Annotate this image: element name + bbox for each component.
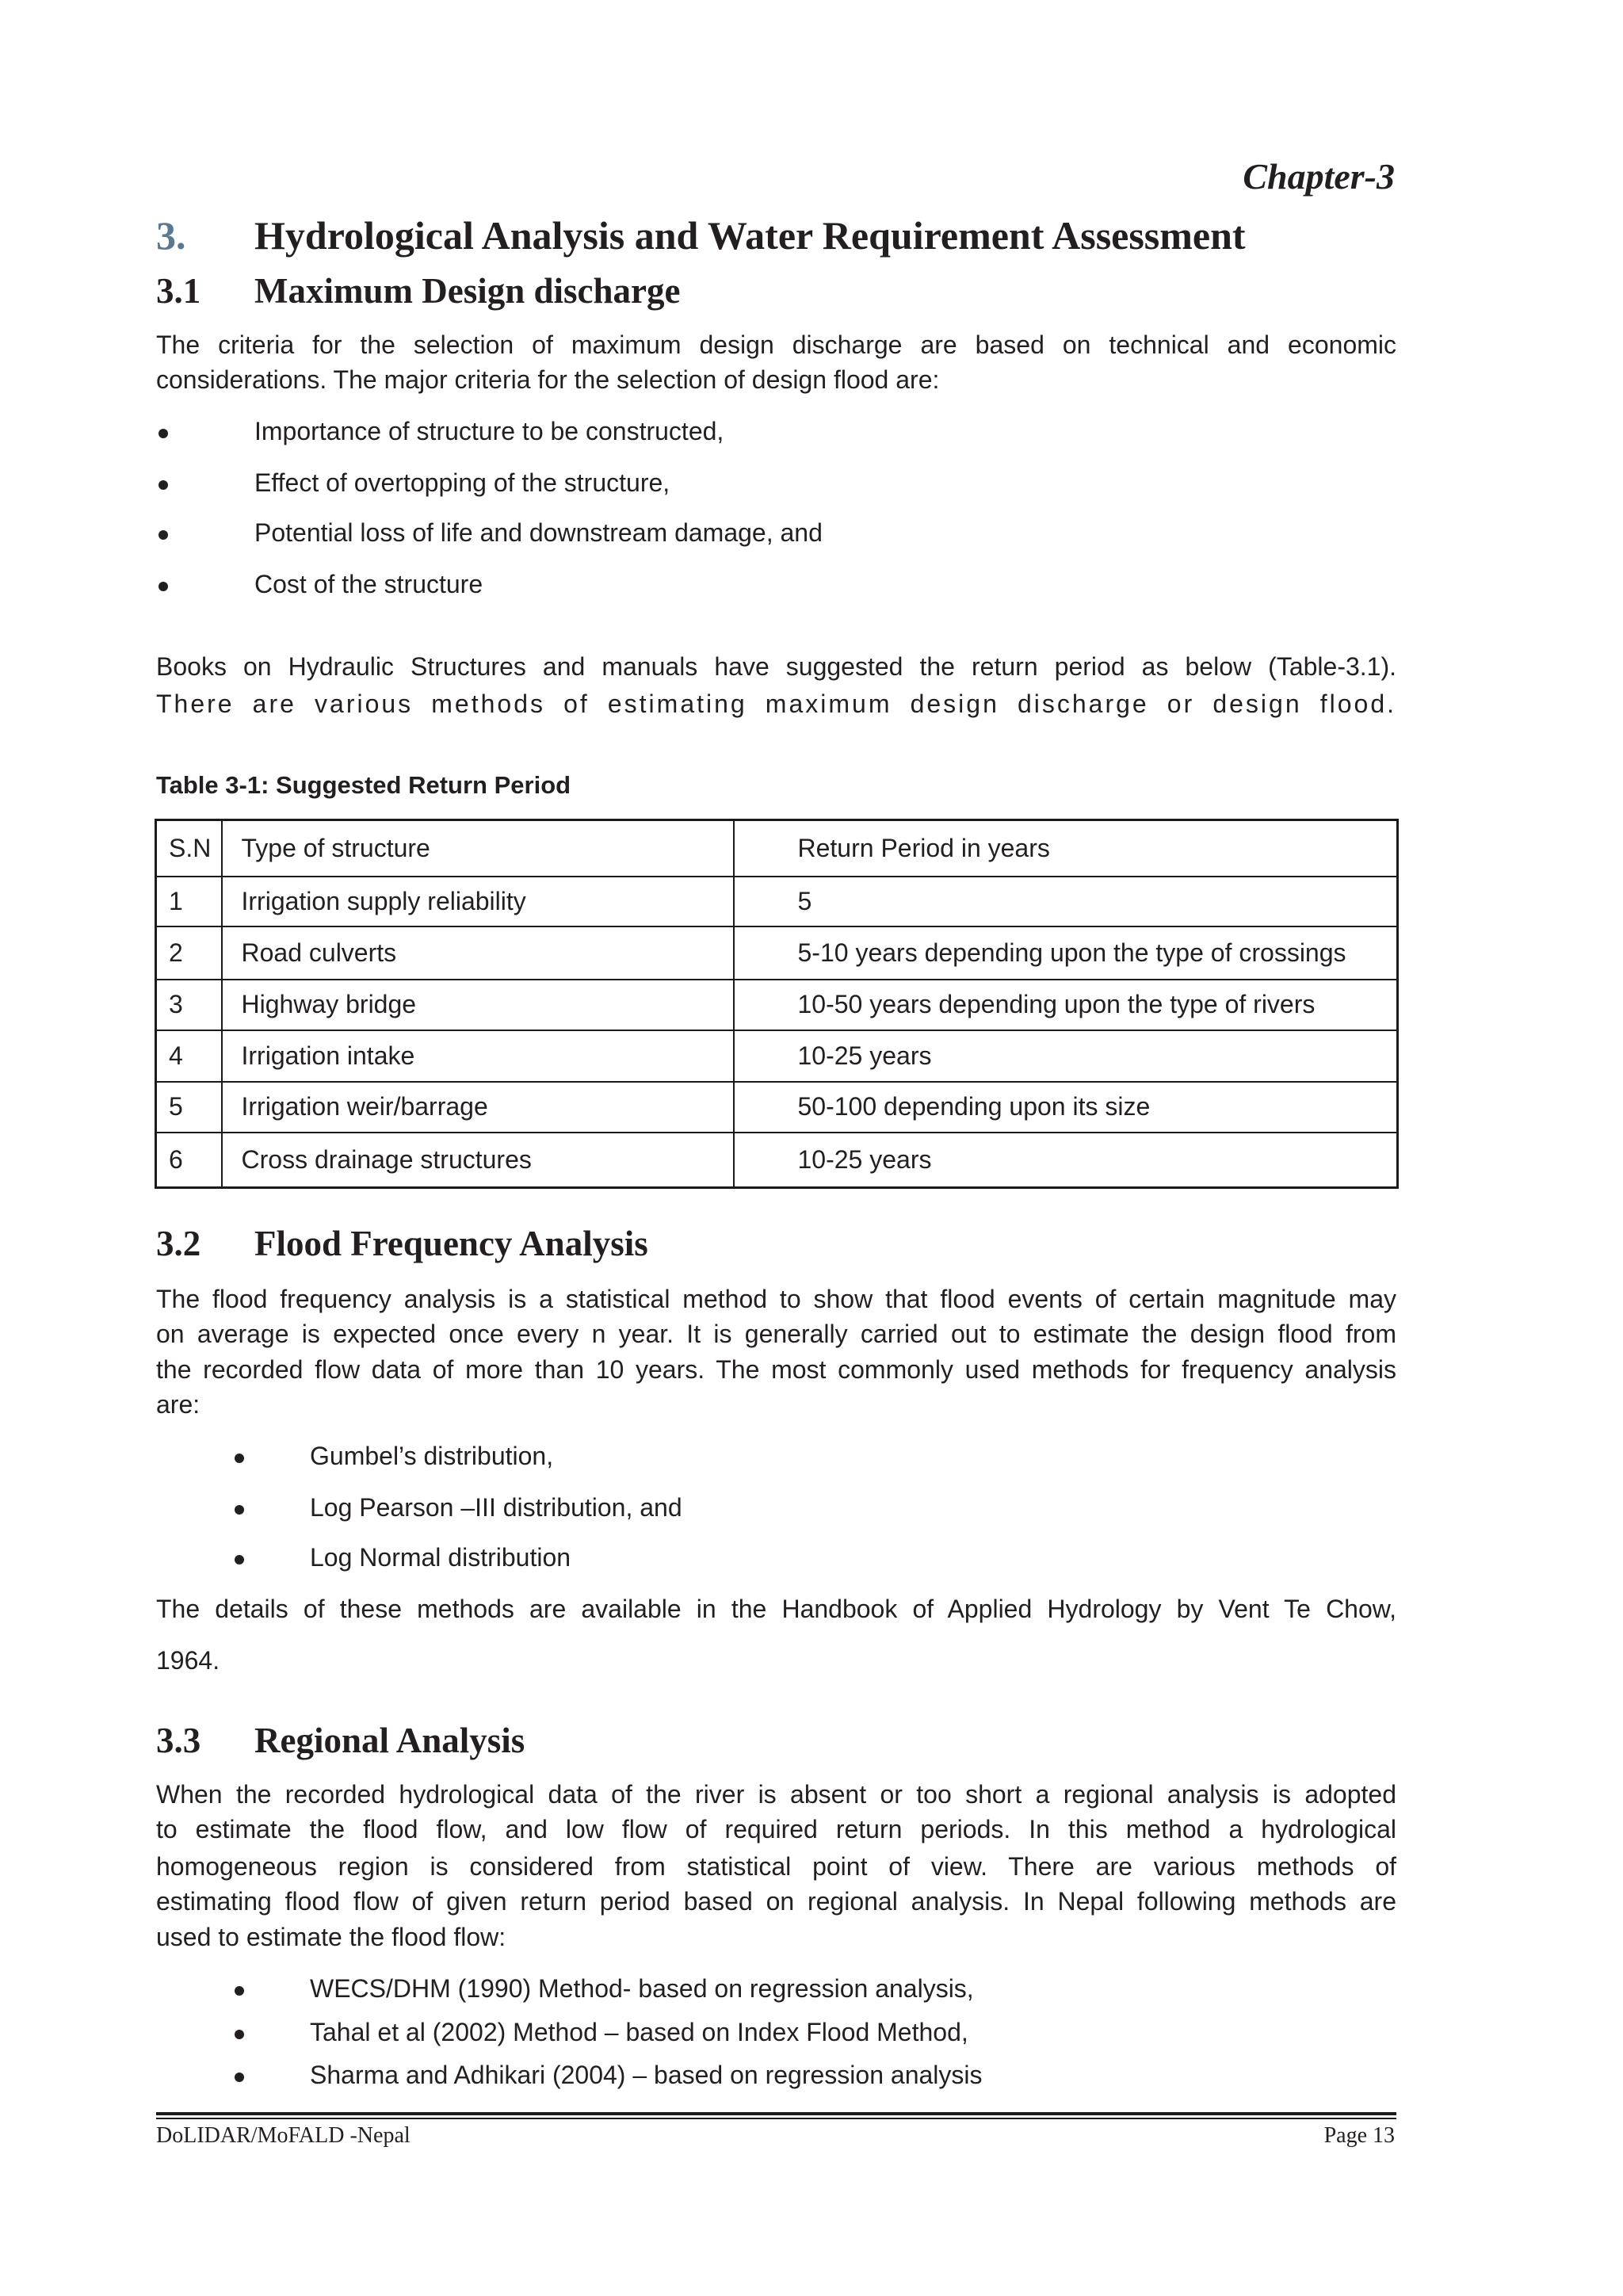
- table-cell: Irrigation intake: [222, 1030, 734, 1082]
- section-number: 3.1: [156, 271, 201, 311]
- bullet-icon: [235, 1454, 244, 1463]
- bullet-icon: [235, 1555, 244, 1564]
- bullet-item: [0, 515, 1506, 550]
- chapter-label: Chapter-3: [1243, 156, 1395, 197]
- footer-rule-thick: [156, 2112, 1396, 2115]
- paragraph-line: The details of these methods are available in the Handbook of Applied Hydrology by Vent Te Chow,: [156, 1595, 1396, 1623]
- paragraph-line: 1964.: [156, 1646, 220, 1675]
- bullet-icon: [235, 1986, 244, 1996]
- table-cell: 2: [156, 926, 222, 980]
- bullet-text: Cost of the structure: [254, 570, 483, 598]
- bullet-item: [0, 1540, 1506, 1575]
- footer-page-number: Page 13: [1323, 2123, 1395, 2148]
- table-cell: 5-10 years depending upon the type of crossings: [734, 926, 1398, 980]
- bullet-text: Tahal et al (2002) Method – based on Index Flood Method,: [310, 2018, 968, 2046]
- bullet-item: [0, 2015, 1506, 2050]
- paragraph-line: homogeneous region is considered from statistical point of view. There are various methods of: [156, 1852, 1396, 1881]
- section-heading-3-3: [156, 1718, 1396, 1763]
- footer-organization: DoLIDAR/MoFALD -Nepal: [156, 2123, 411, 2148]
- section-heading-3-1: [156, 269, 1396, 313]
- table-caption: Table 3-1: Suggested Return Period: [156, 771, 571, 799]
- table-cell: 3: [156, 980, 222, 1030]
- bullet-text: Potential loss of life and downstream damage, and: [254, 518, 823, 547]
- paragraph-line: on average is expected once every n year. It is generally carried out to estimate the design flood from: [156, 1320, 1396, 1348]
- table-cell: Cross drainage structures: [222, 1133, 734, 1188]
- bullet-icon: [158, 480, 168, 490]
- table-cell: Highway bridge: [222, 980, 734, 1030]
- section-heading-3-2: [156, 1221, 1396, 1266]
- paragraph-line: considerations. The major criteria for the selection of design flood are:: [156, 365, 940, 394]
- table-cell: Irrigation supply reliability: [222, 877, 734, 926]
- table-row: [156, 1133, 1398, 1188]
- header-cell-return-period: Return Period in years: [734, 820, 1398, 877]
- table-cell: 10-25 years: [734, 1133, 1398, 1188]
- bullet-text: Gumbel’s distribution,: [310, 1442, 554, 1470]
- bullet-item: [0, 2057, 1506, 2092]
- bullet-text: Importance of structure to be constructed,: [254, 417, 724, 445]
- table-cell: 4: [156, 1030, 222, 1082]
- table-cell: Road culverts: [222, 926, 734, 980]
- bullet-icon: [158, 530, 168, 540]
- section-title: Regional Analysis: [254, 1721, 525, 1760]
- table-cell: 6: [156, 1133, 222, 1188]
- paragraph-line: The criteria for the selection of maximum design discharge are based on technical and economic: [156, 330, 1396, 359]
- bullet-text: Effect of overtopping of the structure,: [254, 468, 670, 497]
- table-cell: 50-100 depending upon its size: [734, 1082, 1398, 1133]
- table-cell: 5: [156, 1082, 222, 1133]
- paragraph-line: used to estimate the flood flow:: [156, 1923, 506, 1951]
- section-number: 3.3: [156, 1721, 201, 1760]
- bullet-icon: [235, 2030, 244, 2039]
- table-header-row: [156, 820, 1398, 877]
- bullet-icon: [235, 2073, 244, 2082]
- chapter-heading: [156, 211, 1396, 260]
- paragraph-line: The flood frequency analysis is a statistical method to show that flood events of certain magnitude may: [156, 1285, 1396, 1313]
- table-row: [156, 1082, 1398, 1133]
- bullet-text: WECS/DHM (1990) Method- based on regression analysis,: [310, 1974, 974, 2003]
- bullet-icon: [158, 429, 168, 438]
- section-title: Maximum Design discharge: [254, 271, 681, 311]
- bullet-item: [0, 1971, 1506, 2006]
- chapter-heading-number: 3.: [156, 213, 186, 258]
- table-row: [156, 877, 1398, 926]
- table-row: [156, 980, 1398, 1030]
- section-number: 3.2: [156, 1224, 201, 1263]
- paragraph-line: estimating flood flow of given return period based on regional analysis. In Nepal following methods are: [156, 1887, 1396, 1916]
- paragraph-line: When the recorded hydrological data of the river is absent or too short a regional analysis is adopted: [156, 1780, 1396, 1809]
- bullet-icon: [158, 582, 168, 591]
- paragraph-line: are:: [156, 1390, 200, 1419]
- table-cell: 10-50 years depending upon the type of rivers: [734, 980, 1398, 1030]
- bullet-item: [0, 567, 1506, 602]
- bullet-text: Sharma and Adhikari (2004) – based on regression analysis: [310, 2061, 983, 2089]
- bullet-text: Log Normal distribution: [310, 1543, 571, 1572]
- paragraph-line: Books on Hydraulic Structures and manuals have suggested the return period as below (Table-3.1).: [156, 652, 1396, 681]
- footer-rule-thin: [156, 2118, 1396, 2119]
- section-title: Flood Frequency Analysis: [254, 1224, 648, 1263]
- bullet-item: [0, 414, 1506, 449]
- paragraph-line: the recorded flow data of more than 10 years. The most commonly used methods for frequency analysis: [156, 1355, 1396, 1384]
- table-cell: Irrigation weir/barrage: [222, 1082, 734, 1133]
- bullet-item: [0, 1438, 1506, 1473]
- bullet-item: [0, 1490, 1506, 1525]
- table-cell: 10-25 years: [734, 1030, 1398, 1082]
- return-period-table: [155, 819, 1399, 1189]
- table-cell: 5: [734, 877, 1398, 926]
- paragraph-line: There are various methods of estimating maximum design discharge or design flood.: [156, 690, 1396, 718]
- table-cell: 1: [156, 877, 222, 926]
- chapter-heading-title: Hydrological Analysis and Water Requirement Assessment: [254, 213, 1246, 258]
- header-cell-type: Type of structure: [222, 820, 734, 877]
- bullet-icon: [235, 1505, 244, 1515]
- bullet-text: Log Pearson –III distribution, and: [310, 1493, 682, 1522]
- bullet-item: [0, 465, 1506, 500]
- header-cell-sn: S.N: [156, 820, 222, 877]
- table-row: [156, 1030, 1398, 1082]
- table-row: [156, 926, 1398, 980]
- paragraph-line: to estimate the flood flow, and low flow of required return periods. In this method a hydrological: [156, 1815, 1396, 1843]
